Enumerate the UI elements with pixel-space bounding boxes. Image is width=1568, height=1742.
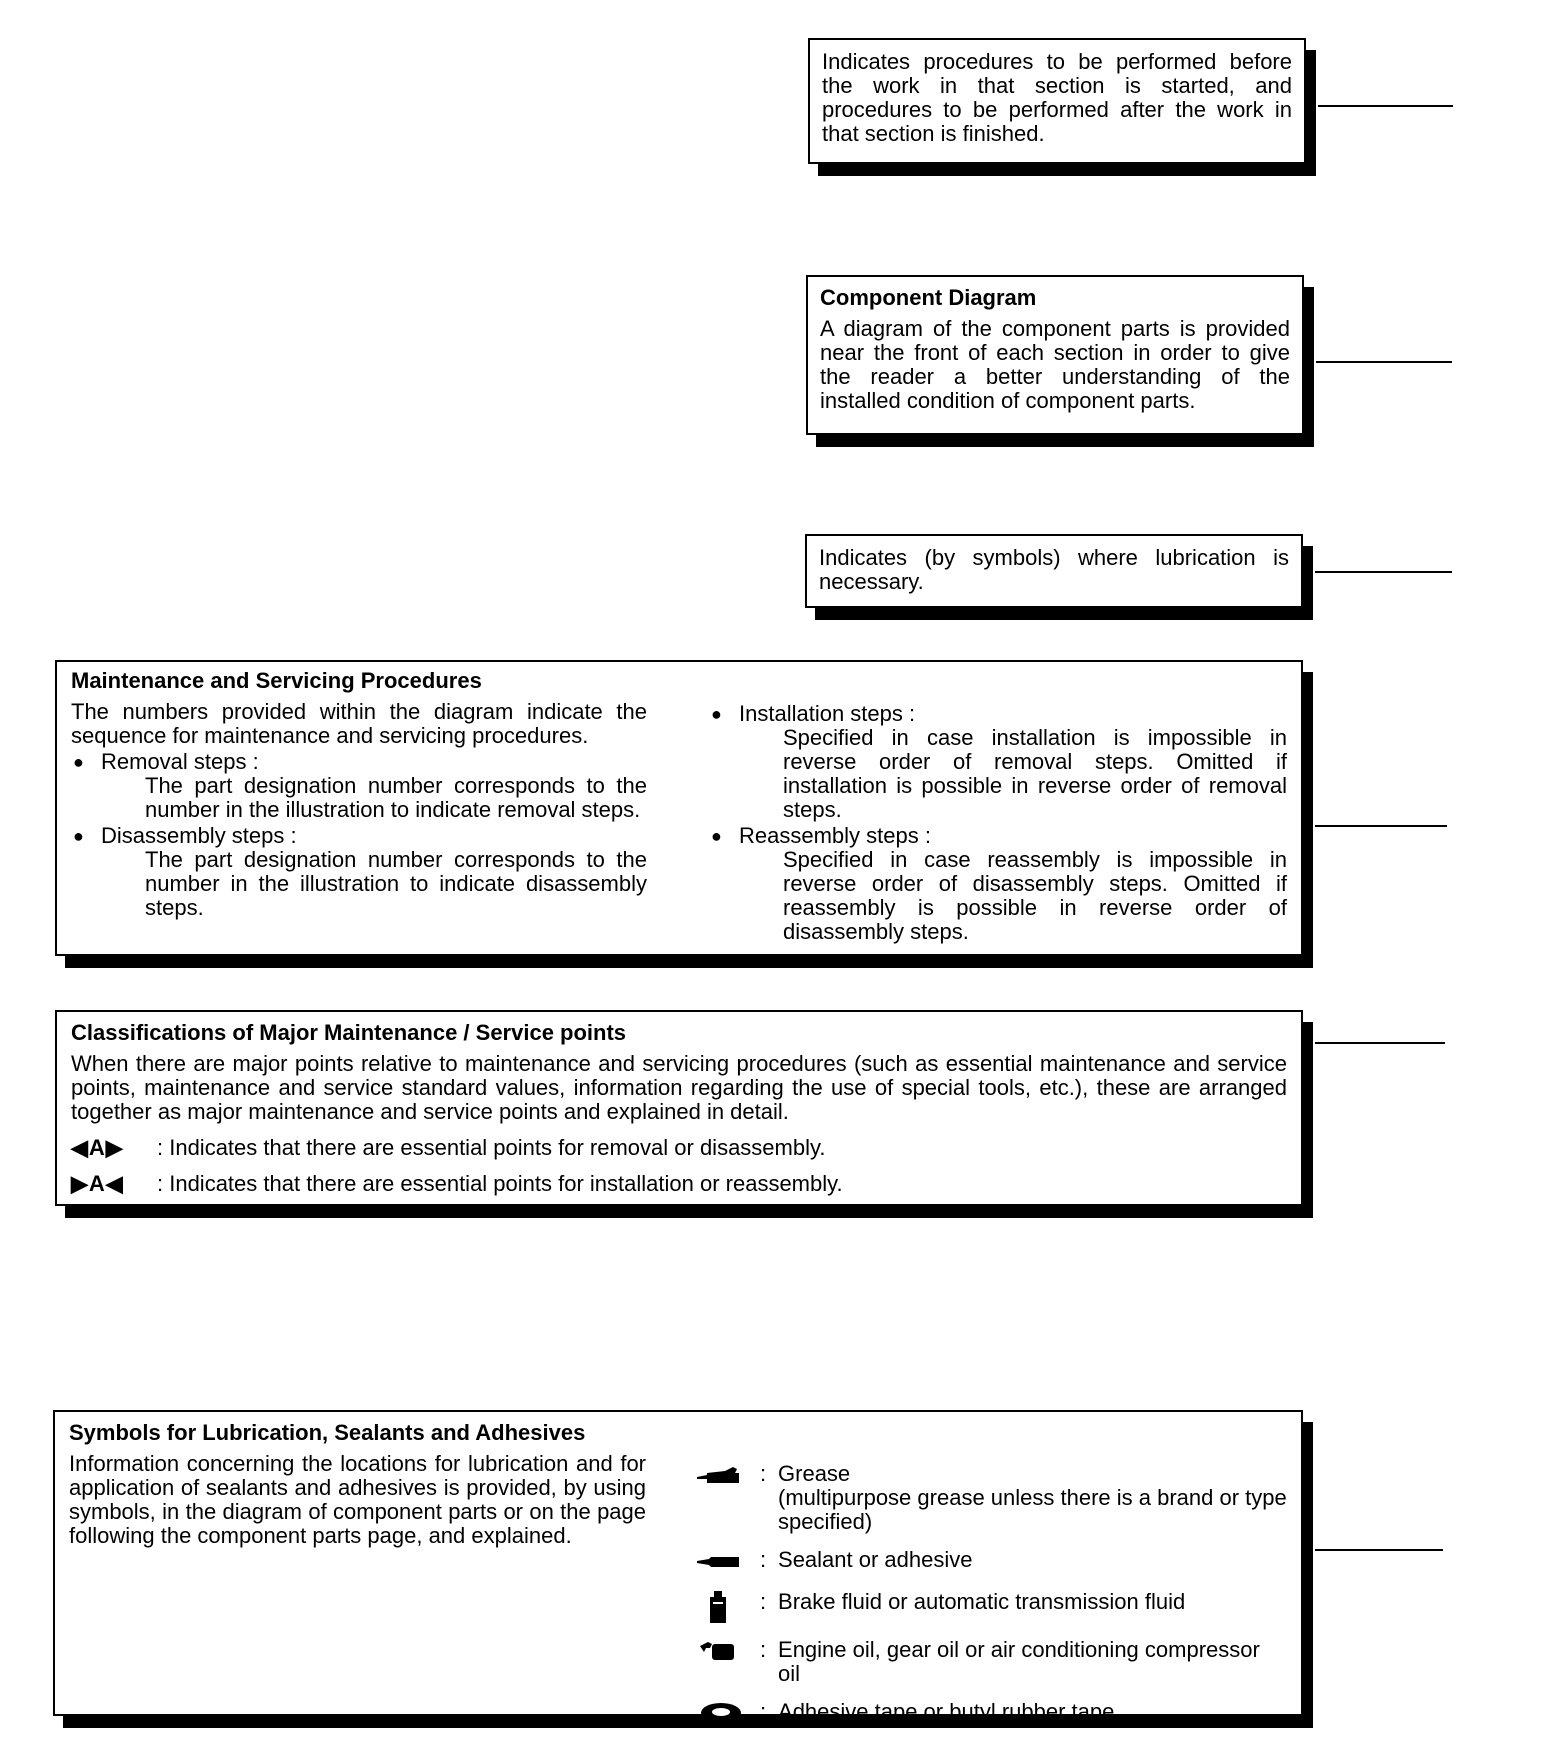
removal-mark-icon: ◀A▶: [71, 1135, 124, 1160]
tape-label: Adhesive tape or butyl rubber tape: [778, 1699, 1115, 1724]
classifications-box: [55, 1010, 1303, 1206]
legend-colon: :: [759, 1637, 767, 1662]
section-title: Classifications of Major Maintenance / Service points: [71, 1020, 627, 1045]
sealant-tube-icon: [688, 1548, 748, 1576]
legend-item-grease: [688, 1462, 1287, 1534]
installation-steps-text: Specified in case installation is impossible in reverse order of removal steps. Omitted if installation is possible in reverse order of removal steps.: [783, 725, 1287, 822]
callout-text: Indicates procedures to be performed before the work in that section is started, and procedures to be performed after the work in that section is finished.: [822, 49, 1292, 146]
callout-title: Component Diagram: [820, 285, 1037, 310]
two-column: [69, 1452, 1287, 1742]
leader-line: [1315, 571, 1452, 573]
legend-item-brake-fluid: [688, 1590, 1287, 1624]
removal-point-row: [71, 1136, 1287, 1160]
intro-text: The numbers provided within the diagram indicate the sequence for maintenance and servicing procedures.: [71, 699, 647, 748]
symbols-box: [53, 1410, 1303, 1724]
sealant-label: Sealant or adhesive: [778, 1547, 973, 1572]
grease-note: (multipurpose grease unless there is a brand or type specified): [778, 1485, 1287, 1534]
section-title: Symbols for Lubrication, Sealants and Adhesives: [69, 1420, 586, 1445]
tape-roll-icon: [688, 1700, 748, 1728]
symbols-text: Information concerning the locations for lubrication and for application of sealants and adhesives is provided, by using symbols, in the diagram of component parts or on the page following the component parts page, and explained.: [69, 1451, 647, 1548]
left-column: [71, 700, 647, 944]
maintenance-procedures-box: [55, 660, 1303, 956]
two-column: [71, 700, 1287, 944]
legend-colon: :: [759, 1699, 767, 1724]
callout-component-diagram: [806, 275, 1304, 435]
oil-can-icon: [688, 1638, 748, 1666]
leader-line: [1316, 361, 1452, 363]
legend-item-tape: [688, 1700, 1287, 1728]
disassembly-steps-label: ● Disassembly steps :: [71, 824, 647, 848]
section-title: Maintenance and Servicing Procedures: [71, 668, 482, 693]
brake-fluid-label: Brake fluid or automatic transmission fluid: [778, 1589, 1186, 1614]
leader-line: [1315, 825, 1447, 827]
legend-colon: :: [759, 1547, 767, 1572]
legend-item-sealant: [688, 1548, 1287, 1576]
callout-section-procedures: [808, 38, 1306, 164]
right-column: [709, 700, 1287, 944]
leader-line: [1315, 1549, 1443, 1551]
symbol-legend: [688, 1452, 1287, 1742]
legend-item-engine-oil: [688, 1638, 1287, 1686]
install-point-row: [71, 1172, 1287, 1196]
legend-label: [778, 1462, 1287, 1534]
grease-gun-icon: [688, 1462, 748, 1490]
legend-colon: :: [759, 1589, 767, 1614]
removal-steps-label: ● Removal steps :: [71, 750, 647, 774]
callout-text: Indicates (by symbols) where lubrication is necessary.: [819, 545, 1289, 594]
legend-colon: :: [759, 1461, 767, 1486]
reassembly-steps-text: Specified in case reassembly is impossible in reverse order of disassembly steps. Omitted if reassembly is possible in reverse order of disassembly steps.: [783, 847, 1287, 944]
leader-line: [1315, 1042, 1445, 1044]
leader-line: [1318, 105, 1453, 107]
install-mark-icon: ▶A◀: [71, 1171, 124, 1196]
installation-steps-label: ● Installation steps :: [709, 702, 1287, 726]
left-column: [69, 1452, 646, 1742]
fluid-bottle-icon: [688, 1590, 748, 1624]
engine-oil-label: Engine oil, gear oil or air conditioning compressor oil: [778, 1637, 1260, 1686]
callout-text: A diagram of the component parts is provided near the front of each section in order to give the reader a better understanding of the installed condition of component parts.: [820, 316, 1290, 413]
grease-label: Grease: [778, 1461, 851, 1486]
callout-lubrication: [805, 534, 1303, 608]
removal-steps-text: The part designation number corresponds to the number in the illustration to indicate removal steps.: [145, 773, 647, 822]
removal-point-desc: : Indicates that there are essential points for removal or disassembly.: [157, 1135, 826, 1160]
disassembly-steps-text: The part designation number corresponds to the number in the illustration to indicate disassembly steps.: [145, 847, 647, 920]
reassembly-steps-label: ● Reassembly steps :: [709, 824, 1287, 848]
classifications-text: When there are major points relative to maintenance and servicing procedures (such as essential maintenance and service points, maintenance and service standard values, information regarding the use of special tools, etc.), these are arranged together as major maintenance and service points and explained in detail.: [71, 1051, 1287, 1124]
install-point-desc: : Indicates that there are essential points for installation or reassembly.: [157, 1171, 843, 1196]
